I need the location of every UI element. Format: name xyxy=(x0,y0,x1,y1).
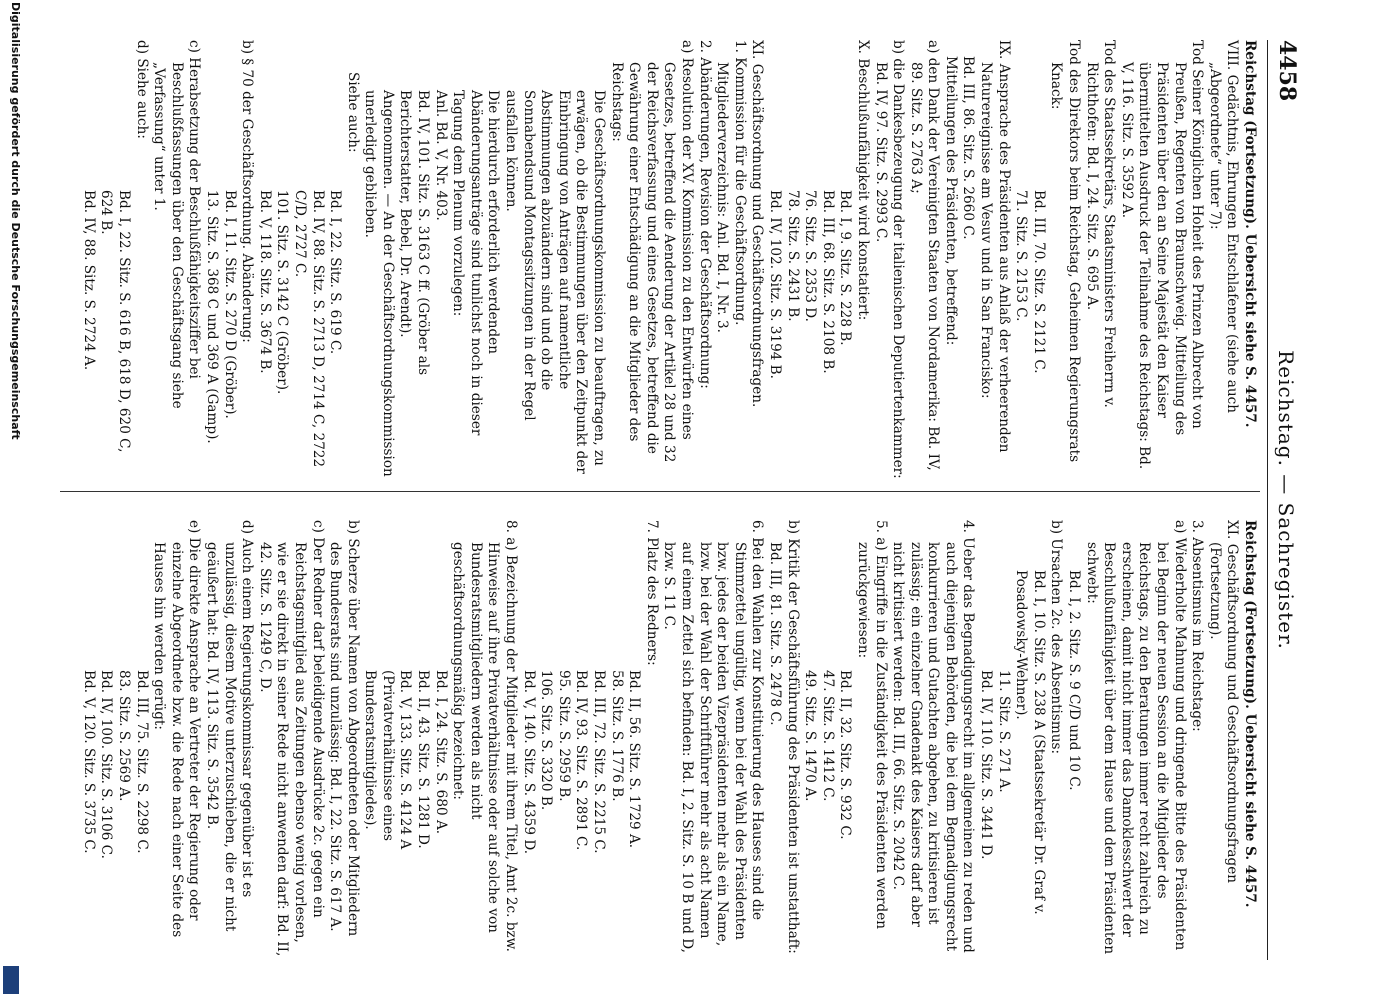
register-entry: 106. Sitz. S. 3320 B. xyxy=(538,670,555,811)
register-entry: 1. Kommission für die Geschäftsordnung. Mitgliederverzeichnis: Anl. Bd. I, Nr. 3. xyxy=(714,40,748,333)
register-entry: a) Wiederholte Mahnung und dringende Bitte des Präsidenten bei Beginn der neuen Session an die Mitglieder des Reichstags, zu den Beratungen immer recht zahlreich zu erscheinen, damit nicht immer das Damoklesschwert der Beschlußunfähigkeit über dem Hause und dem Präsidenten schwebt: xyxy=(1083,520,1188,955)
register-entry: Bd. IV, 102. Sitz. S. 3194 B. xyxy=(766,190,783,379)
left-column xyxy=(79,40,1258,480)
register-entry: Bd. I, 10. Sitz. S. 238 A (Staatssekretär Dr. Graf v. Posadowsky-Wehner). xyxy=(1013,570,1047,915)
register-entry: XI. Geschäftsordnung und Geschäftsordnungsfragen (Fortsetzung). xyxy=(1206,520,1241,884)
register-entry: Bd. II, 32. Sitz. S. 932 C. xyxy=(837,670,854,840)
register-entry: Bd. I, 22. Sitz. S. 616 B, 618 D, 620 C, 624 B. xyxy=(98,190,132,453)
digitization-strip xyxy=(4,4,22,994)
register-entry: b) die Dankesbezeugung der italienischen Deputiertenkammer: Bd. IV, 97. Sitz. S. 2993 C. xyxy=(872,40,907,479)
register-entry: Bd. IV, 110. Sitz. S. 3441 D. xyxy=(978,670,995,860)
register-entry: Bd. III, 75. Sitz. S. 2298 C. xyxy=(133,670,150,854)
register-entry: 101. Sitz. S. 3142 C (Gröber). xyxy=(274,190,291,395)
register-entry: 7. Platz des Redners: xyxy=(643,520,660,666)
register-entry: 2. Abänderungen, Revision der Geschäftsordnung: xyxy=(696,40,713,389)
register-entry: Bd. I, 22. Sitz. S. 619 C. xyxy=(327,190,344,355)
register-entry: a) den Dank der Vereinigten Staaten von Nordamerika: Bd. IV, 89. Sitz. S. 2763 A; xyxy=(907,40,942,471)
register-entry: 13. Sitz. S. 368 C und 369 A (Gamp). xyxy=(203,190,220,444)
register-entry: Bd. II, 56. Sitz. S. 1729 A. xyxy=(626,670,643,849)
register-entry: e) Die direkte Ansprache an Vertreter der Regierung oder einzelne Abgeordnete bzw. die Rede nach einer Seite des Hauses hin werden gerügt: xyxy=(151,520,203,938)
register-entry: Tod Seiner Königlichen Hoheit des Prinzen Albrecht von Preußen, Regenten von Braunschweig. Mitteilung des Präsidenten über den an Seine Majestät den Kaiser übermittelten Ausdruck der Teilnahme des Reichstags: Bd. V, 116. Sitz. S. 3592 A. xyxy=(1118,40,1206,470)
register-entry: Bd. V, 133. Sitz. S. 4124 A (Privatverhältnisse eines Bundesratsmitgliedes). xyxy=(362,670,414,850)
running-title: Reichstag. — Sachregister. xyxy=(1274,350,1298,650)
register-entry: Bd. III, 68. Sitz. S. 2108 B. xyxy=(819,190,836,374)
page-number: 4458 xyxy=(1274,40,1300,102)
register-entry: 95. Sitz. S. 2959 B. xyxy=(555,670,572,802)
register-entry: Bd. III, 86. Sitz. S. 2660 C. xyxy=(960,56,977,240)
register-entry: Angenommen. — An der Geschäftsordnungskommission unerledigt geblieben. xyxy=(362,90,396,477)
register-entry: 58. Sitz. S. 1776 B. xyxy=(608,670,625,802)
register-entry: IX. Ansprache des Präsidenten aus Anlaß der verheerenden Naturereignisse am Vesuv und in San Francisko: xyxy=(978,40,1012,453)
register-entry: Mitteilungen des Präsidenten, betreffend: xyxy=(942,56,959,346)
register-entry: Bd. IV, 100. Sitz. S. 3106 C. xyxy=(98,670,115,859)
register-entry: Bd. IV, 101. Sitz. S. 3163 C ff. (Gröber als Berichterstatter, Bebel, Dr. Arendt). xyxy=(397,90,432,376)
register-entry: Bd. IV, 93. Sitz. S. 2891 C. xyxy=(573,670,590,851)
column-divider xyxy=(60,491,1260,492)
register-entry: 49. Sitz. S. 1470 A. xyxy=(802,670,819,802)
register-entry: 6. Bei den Wahlen zur Konstituierung des Hauses sind die Stimmzettel ungültig, wenn bei der Wahl des Präsidenten bzw. jedes der beiden Vizepräsidenten mehr als ein Name, bzw. bei der Wahl der Schriftführer mehr als acht Namen auf einem Zettel sich befinden: Bd. I, 2. Sitz. S. 10 B und D, bzw. S. 11 C. xyxy=(661,520,766,953)
register-entry: a) Resolution der XV. Kommission zu den Entwürfen eines Gesetzes, betreffend die Aenderung der Artikel 28 und 32 der Reichsverfassung und eines Gesetzes, betreffend die Gewährung einer Entschädigung an die Mitglieder des Reichstags: xyxy=(608,40,695,463)
register-entry: Bd. I, 24. Sitz. S. 680 A. xyxy=(432,670,449,835)
register-entry: 11. Sitz. S. 271 A. xyxy=(995,670,1012,793)
register-entry: 76. Sitz. S. 2353 D. xyxy=(802,190,819,322)
register-entry: 71. Sitz. S. 2153 C. xyxy=(1013,190,1030,322)
register-entry: Bd. V, 118. Sitz. S. 3674 B. xyxy=(256,190,273,374)
register-entry: Bd. I, 11. Sitz. S. 270 D (Gröber). xyxy=(221,190,238,419)
register-entry: VIII. Gedächtnis, Ehrungen Entschlafener (siehe auch „Abgeordnete“ unter 7): xyxy=(1206,40,1241,413)
register-entry: Bd. II, 43. Sitz. S. 1281 D. xyxy=(415,670,432,849)
register-entry: X. Beschlußunfähigkeit wird konstatiert: xyxy=(854,40,871,321)
register-entry: Bd. III, 72. Sitz. S. 2215 C. xyxy=(591,670,608,854)
register-entry: b) Kritik der Geschäftsführung des Präsidenten ist unstatthaft: Bd. III, 81. Sitz. S. 2478 C. xyxy=(766,520,801,954)
register-entry: 78. Sitz. S. 2431 B. xyxy=(784,190,801,322)
register-entry: b) § 70 der Geschäftsordnung. Abänderung: xyxy=(239,40,256,343)
register-entry: Bd. I, 2. Sitz. S. 9 C/D und 10 C. xyxy=(1066,570,1083,791)
register-entry: Tod des Direktors beim Reichstag, Geheimen Regierungsrats Knack: xyxy=(1048,40,1083,463)
register-entry: c) Herabsetzung der Beschlußfähigkeitsziffer bei Beschlußfassungen über den Geschäftsgang siehe „Verfassung“ unter 1. xyxy=(151,40,203,409)
register-entry: 3. Absentismus im Reichstage: xyxy=(1189,520,1206,732)
register-entry: Bd. IV, 88. Sitz. S. 2724 A. xyxy=(80,190,97,371)
register-entry: 47. Sitz. S. 1412 C. xyxy=(819,670,836,802)
register-entry: 4. Ueber das Begnadigungsrecht im allgemeinen zu reden und auch diejenigen Behörden, die bei dem Begnadigungsrecht konkurrieren und Gutachten abgeben, zu kritisieren ist zulässig; ein einzelner Gnadenakt des Kaisers darf aber nicht kritisiert werden: Bd. III, 66. Sitz. S. 2042 C. xyxy=(890,520,977,953)
register-entry: d) Siehe auch: xyxy=(133,40,150,139)
register-entry: d) Auch einem Regierungskommissar gegenüber ist es unzulässig, diesem Motive unterzuschieben, die er nicht geäußert hat: Bd. IV, 113. Sitz. S. 3542 B. xyxy=(203,520,256,932)
register-entry: Die hierdurch erforderlich werdenden Abänderungsanträge sind tunlichst noch in dieser Tagung dem Plenum vorzulegen: xyxy=(450,90,502,436)
register-entry: Bd. V, 120. Sitz. S. 3735 C. xyxy=(80,670,97,854)
register-entry: Anl. Bd. V, Nr. 403. xyxy=(432,90,449,221)
register-entry: 83. Sitz. S. 2569 A. xyxy=(116,670,132,802)
page-header xyxy=(1267,40,1302,960)
register-entry: Bd. III, 70. Sitz. S. 2121 C. xyxy=(1030,190,1047,374)
register-entry: c) Der Redner darf beleidigende Ausdrücke 2c. gegen ein Reichstagsmitglied aus Zeitungen ebenso wenig vorlesen, wie er sie direkt in seiner Rede nicht anwenden darf: Bd. II, 42. Sitz. S. 1249 C, D. xyxy=(256,520,326,957)
register-entry: Reichstag (Fortsetzung). Uebersicht siehe S. 4457. xyxy=(1242,40,1258,428)
register-entry: Die Geschäftsordnungskommission zu beauftragen, zu erwägen, ob die Bestimmungen über den Zeitpunkt der Einbringung von Anträgen auf namentliche Abstimmungen abzuändern sind und ob die Sonnabendsund Montagssitzungen in der Regel ausfallen können. xyxy=(503,90,608,474)
right-column xyxy=(79,520,1258,960)
register-entry: Siehe auch: xyxy=(344,72,361,153)
register-entry: 8. a) Bezeichnung der Mitglieder mit ihrem Titel, Amt 2c. bzw. Hinweise auf ihre Privatverhältnisse oder auf solche von Bundesratsmitgliedern werden als nicht geschäftsordnungsmäßig bezeichnet: xyxy=(450,520,520,952)
dfg-logo xyxy=(3,966,19,994)
register-entry: b) Ursachen 2c. des Absentismus: xyxy=(1048,520,1065,755)
register-entry: XI. Geschäftsordnung und Geschäftsordnungsfragen. xyxy=(749,40,766,408)
register-entry: Bd. I, 9. Sitz. S. 228 B. xyxy=(837,190,854,346)
register-entry: b) Scherze über Namen von Abgeordneten oder Mitgliedern des Bundesrats sind unzulässig: Bd. I, 22. Sitz. S. 617 A. xyxy=(327,520,361,937)
register-entry: Bd. IV, 88. Sitz. S. 2713 D, 2714 C, 2722 C/D, 2727 C. xyxy=(291,190,326,468)
register-entry: Bd. V, 140. Sitz. S. 4359 D. xyxy=(520,670,537,855)
digitization-note: Digitalisierung gefördert durch die Deutsche Forschungsgemeinschaft xyxy=(9,2,22,440)
register-entry: Tod des Staatssekretärs, Staatsministers Freiherrn v. Richthofen: Bd. I, 24. Sitz. S. 695 A. xyxy=(1083,40,1118,408)
register-entry: 5. a) Eingriffe in die Zuständigkeit des Präsidenten werden zurückgewiesen: xyxy=(854,520,889,930)
register-entry: Reichstag (Fortsetzung). Uebersicht siehe S. 4457. xyxy=(1242,520,1258,908)
